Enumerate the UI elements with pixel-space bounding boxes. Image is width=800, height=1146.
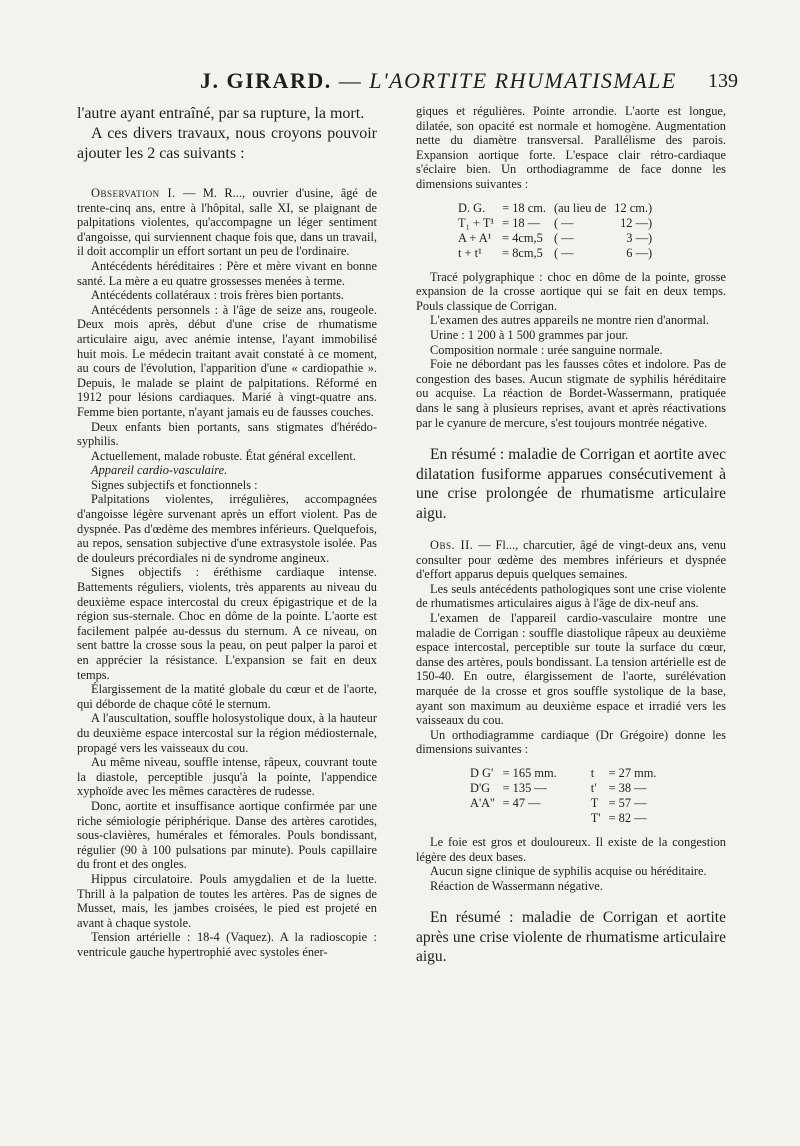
summary-case-2: En résumé : maladie de Corrigan et aortite après une crise violente de rhumatisme articulaire aigu. bbox=[416, 909, 726, 966]
enlargement-paragraph: Élargissement de la matité globale du cœur et de l'aorte, qui déborde de chaque côté le sternum. bbox=[77, 682, 377, 711]
table-spacer bbox=[561, 796, 587, 811]
table-cell: = 47 — bbox=[502, 796, 541, 810]
hereditary-history: Antécédents héréditaires : Père et mère vivant en bonne santé. La mère a eu quatre grossesses menées à terme. bbox=[77, 258, 377, 288]
table-cell: D G' bbox=[470, 766, 494, 780]
current-state: Actuellement, malade robuste. État général excellent. bbox=[91, 448, 356, 463]
table-cell: = 4cm,5 bbox=[502, 230, 543, 245]
table-cell: T' bbox=[590, 811, 601, 825]
table-cell: = 165 mm. bbox=[502, 766, 557, 780]
table-row bbox=[466, 781, 661, 796]
table-cell: (au lieu de bbox=[553, 200, 607, 215]
summary-case-1: En résumé : maladie de Corrigan et aortite avec dilatation fusiforme apparues consécutivement à une crise prolongée de rhumatisme articulaire aigu. bbox=[416, 446, 726, 522]
table-cell: ( — bbox=[553, 215, 574, 230]
palpitations-paragraph: Palpitations violentes, irrégulières, accompagnées d'angoisse légère survenant après un effort violent. Pas de dyspnée. Pas d'œdème des membres inférieurs. Quelquefois, au repos, sensation subjective d'une extrasystole isolée. Pas de douleurs précordiales ni de syndrome angineux. bbox=[77, 492, 377, 565]
table-cell: ( — bbox=[553, 230, 574, 245]
personal-history: Antécédents personnels : à l'âge de seize ans, rougeole. Deux mois après, début d'une crise de rhumatisme articulaire aigu, avec anémie intense, l'ayant immobilisé huit mois. Le médecin traitant avait constaté à ce moment, au cours de l'évolution, l'apparition d'une « cardiopathie ». Depuis, le malade se plaint de palpitations. Réformé en 1912 pour lésions cardiaques. Marié à vingt-quatre ans. Femme bien portante, n'ayant jamais eu de fausses couches. bbox=[77, 302, 377, 419]
liver-case-2: Le foie est gros et douloureux. Il existe de la congestion légère des deux bases. bbox=[416, 835, 726, 864]
left-column bbox=[77, 104, 377, 959]
auscultation-paragraph: A l'auscultation, souffle holosystolique doux, à la hauteur du deuxième espace intercostal sur la région médiosternale, propagé vers les vaisseaux du cou. bbox=[77, 711, 377, 755]
cardio-exam-case-2: L'examen de l'appareil cardio-vasculaire montre une maladie de Corrigan : souffle diastolique râpeux au deuxième espace intercostal, perceptible sur toute la surface du cœur, danse des artères, pouls bondissant. La tension artérielle est de 150-40. En outre, élargissement de l'aorte, surélévation marquée de la crosse et gros souffle systolique de la base, ayant son maximum au deuxième espace et irradié vers les vaisseaux du cou. bbox=[416, 611, 727, 728]
table-cell: T₁ + T¹ bbox=[458, 215, 495, 230]
page-number: 139 bbox=[708, 70, 738, 92]
table-cell: = 18 cm. bbox=[502, 200, 546, 215]
observation-1-text: — M. R..., ouvrier d'usine, âgé de trente-cinq ans, entre à l'hôpital, salle XI, se plaignant de palpitations violentes, qu'accompagne un léger sentiment d'angoisse, qui surviennent chaque fois que, dans un travail, il doit accomplir un effort sortant un peu de l'ordinaire. bbox=[77, 186, 377, 259]
urine-composition: Composition normale : urée sanguine normale. bbox=[430, 342, 663, 357]
table-cell: D'G bbox=[470, 781, 491, 795]
observation-2-text: — Fl..., charcutier, âgé de vingt-deux ans, venu consulter pour œdème des membres inférieurs et dyspnée d'effort apparus depuis quelques semaines. bbox=[416, 538, 726, 582]
table-cell bbox=[499, 811, 561, 826]
table-cell: = 18 — bbox=[502, 215, 541, 230]
polygraphic-tracing: Tracé polygraphique : choc en dôme de la pointe, grosse expansion de la crosse aortique qui se fait en deux temps. Pouls classique de Corrigan. bbox=[416, 269, 726, 313]
peripheral-signs-paragraph: Donc, aortite et insuffisance aortique confirmée par une riche sémiologie périphérique. Danse des artères carotides, sous-clavières, humérales et fémorales. Pouls bondissant, régulier (90 à 100 pulsations par minute). Pouls capillaire du front et des ongles. bbox=[77, 798, 377, 872]
table-row bbox=[466, 811, 661, 826]
running-title bbox=[200, 68, 677, 94]
table-cell: = 135 — bbox=[502, 781, 547, 795]
diastolic-murmur-paragraph: Au même niveau, souffle intense, râpeux, couvrant toute la diastole, perceptible jusqu'à la pointe, l'appendice xyphoïde avec les mêmes caractères de rudesse. bbox=[77, 755, 377, 799]
table-cell: = 57 — bbox=[608, 796, 647, 810]
header-separator: — bbox=[331, 68, 370, 93]
hippus-paragraph: Hippus circulatoire. Pouls amygdalien et de la luette. Thrill à la palpation de toutes les artères. Pas de signes de Musset, mais, les jambes croisées, le pied est projeté en avant à chaque systole. bbox=[77, 871, 377, 930]
observation-2-paragraph bbox=[416, 538, 726, 582]
wassermann-result: Réaction de Wassermann négative. bbox=[430, 878, 603, 893]
table-cell: = 38 — bbox=[608, 781, 647, 795]
table-cell: ( — bbox=[553, 245, 574, 260]
table-spacer bbox=[561, 766, 587, 781]
orthodiagram-intro-2: Un orthodiagramme cardiaque (Dr Grégoire) donne les dimensions suivantes : bbox=[416, 727, 726, 757]
observation-2-label: Obs. II. bbox=[430, 538, 474, 553]
children-note: Deux enfants bien portants, sans stigmates d'hérédo-syphilis. bbox=[77, 419, 377, 449]
intro-paragraph: A ces divers travaux, nous croyons pouvoir ajouter les 2 cas suivants : bbox=[77, 125, 377, 162]
running-header bbox=[0, 68, 800, 100]
orthodiagram-table-1 bbox=[454, 201, 656, 261]
table-cell: T bbox=[590, 796, 599, 810]
table-cell: = 27 mm. bbox=[608, 766, 657, 780]
section-heading-cardio: Appareil cardio-vasculaire. bbox=[91, 463, 228, 478]
right-column bbox=[416, 104, 726, 967]
table-row bbox=[454, 216, 656, 231]
pathological-history: Les seuls antécédents pathologiques sont une crise violente de rhumatismes articulaires aigus à l'âge de dix-neuf ans. bbox=[416, 581, 726, 611]
subjective-signs-heading: Signes subjectifs et fonctionnels : bbox=[91, 477, 258, 492]
tension-paragraph: Tension artérielle : 18-4 (Vaquez). A la radioscopie : ventricule gauche hypertrophié avec systoles éner- bbox=[77, 930, 377, 959]
syphilis-note: Aucun signe clinique de syphilis acquise ou héréditaire. bbox=[430, 864, 707, 879]
table-cell: 3 —) bbox=[626, 230, 653, 245]
intro-line: l'autre ayant entraîné, par sa rupture, la mort. bbox=[77, 105, 365, 122]
liver-and-serology: Foie ne débordant pas les fausses côtes et indolore. Pas de congestion des bases. Aucun stigmate de syphilis héréditaire ou acquise. La réaction de Bordet-Wassermann, pratiquée dans le sang à plusieurs reprises, avant et après réactivations par le cyanure de mercure, s'est toujours montrée négative. bbox=[416, 357, 726, 430]
table-cell bbox=[466, 811, 499, 826]
table-cell: D. G. bbox=[458, 200, 486, 215]
table-cell: 12 cm.) bbox=[614, 200, 653, 215]
table-cell: A + A¹ bbox=[458, 230, 492, 245]
observation-1-paragraph bbox=[77, 186, 377, 259]
table-cell: 6 —) bbox=[626, 245, 653, 260]
radioscopy-continuation: giques et régulières. Pointe arrondie. L'aorte est longue, dilatée, son opacité est normale et homogène. Augmentation nette du diamètre transversal. Parallélisme des parois. Expansion aortique forte. L'espace clair rétro-cardiaque s'éclaire bien. Un orthodiagramme de face donne les dimensions suivantes : bbox=[416, 104, 726, 191]
other-systems-exam: L'examen des autres appareils ne montre rien d'anormal. bbox=[430, 313, 710, 328]
table-cell: 12 —) bbox=[620, 215, 653, 230]
table-cell: t' bbox=[590, 781, 597, 795]
table-row bbox=[454, 246, 656, 261]
table-cell: t bbox=[590, 766, 595, 780]
table-spacer bbox=[561, 781, 587, 796]
header-author: J. GIRARD. bbox=[200, 68, 332, 93]
table-row bbox=[454, 201, 656, 216]
urine-volume: Urine : 1 200 à 1 500 grammes par jour. bbox=[430, 327, 629, 342]
table-cell: t + t¹ bbox=[458, 245, 482, 260]
table-row bbox=[454, 231, 656, 246]
header-subject: L'AORTITE RHUMATISMALE bbox=[369, 68, 677, 93]
table-spacer bbox=[561, 811, 587, 826]
orthodiagram-table-2 bbox=[466, 766, 661, 826]
objective-signs-paragraph: Signes objectifs : éréthisme cardiaque intense. Battements réguliers, violents, très apparents au niveau du deuxième espace intercostal du creux épigastrique et de la région sus-sternale. Choc en dôme de la pointe. L'aorte est facilement palpée au-dessus du sternum. A ce niveau, on sent battre la crosse sous la peau, on peut palper la paroi et en apprécier la résistance. L'expansion se fait en deux temps. bbox=[77, 565, 377, 682]
observation-1-label: Observation I. bbox=[91, 186, 176, 200]
table-cell: A'A'' bbox=[470, 796, 495, 810]
table-cell: = 82 — bbox=[608, 811, 647, 825]
table-row bbox=[466, 766, 661, 781]
collateral-history: Antécédents collatéraux : trois frères bien portants. bbox=[91, 288, 344, 303]
table-row bbox=[466, 796, 661, 811]
table-cell: = 8cm,5 bbox=[502, 245, 543, 260]
